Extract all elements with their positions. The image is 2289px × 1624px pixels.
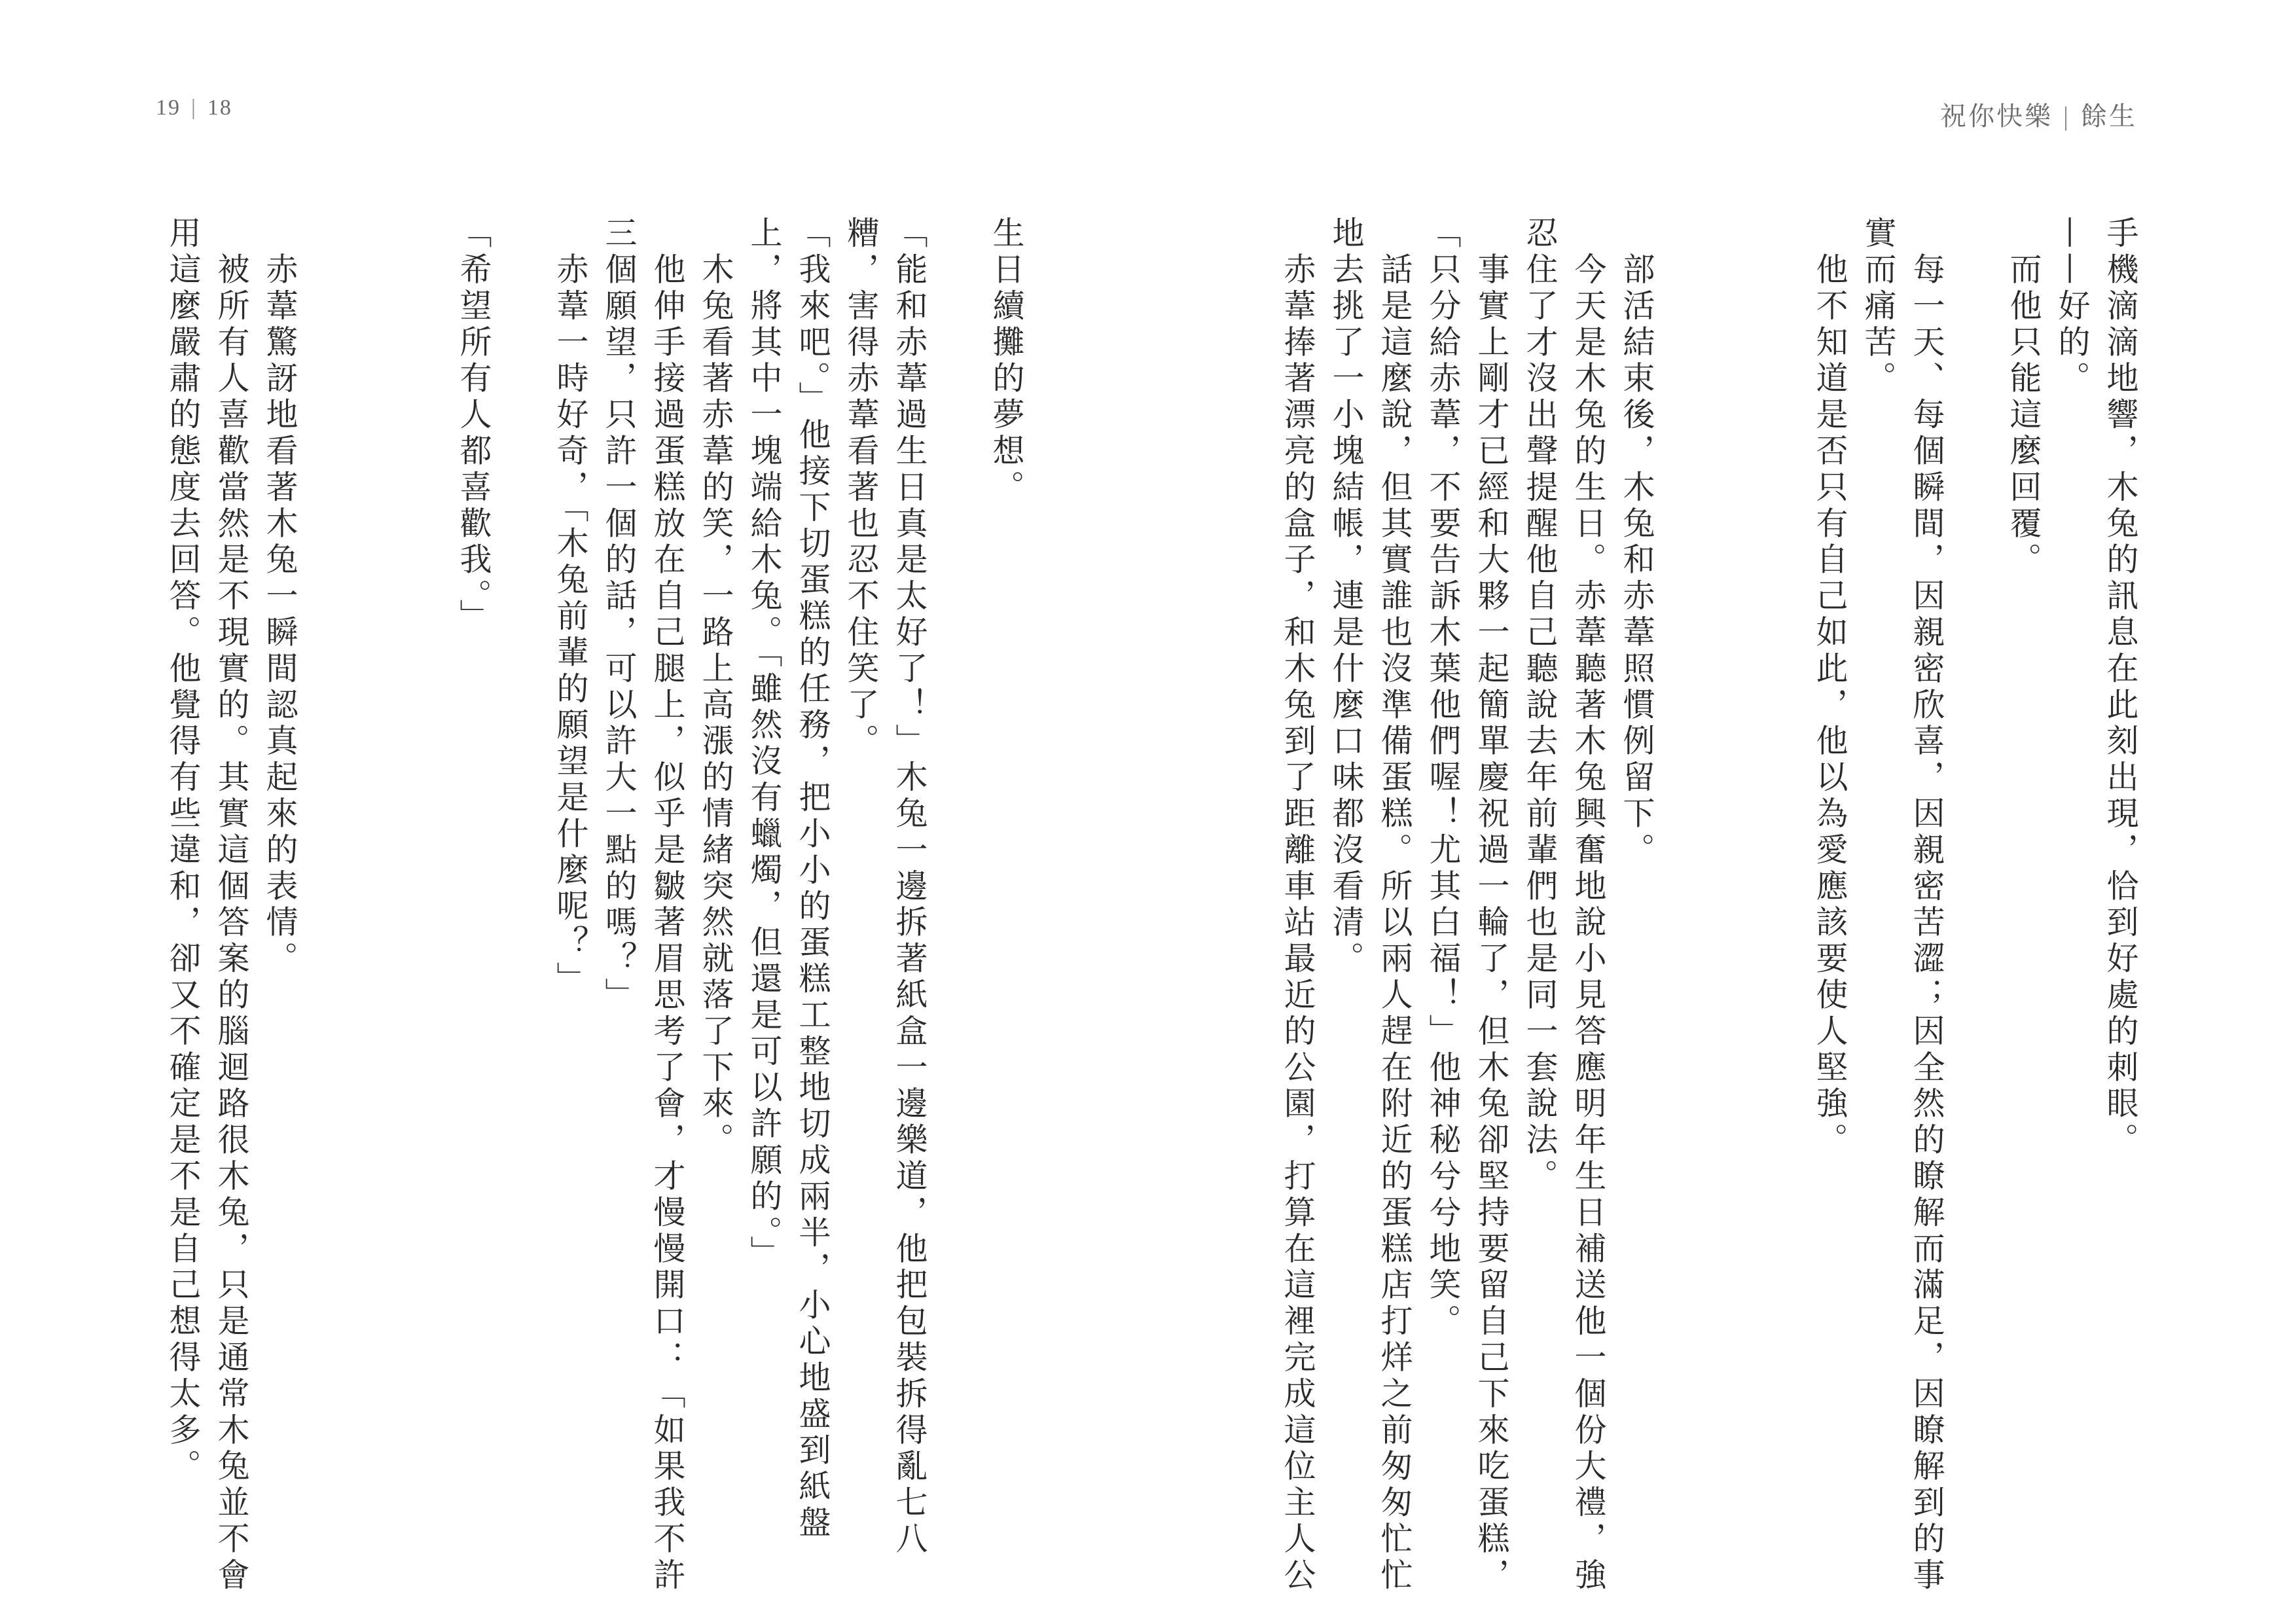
text-column: 被所有人喜歡當然是不現實的。其實這個答案的腦迴路很木兔，只是通常木兔並不會 [213,216,250,1595]
text-column: 他伸手接過蛋糕放在自己腿上，似乎是皺著眉思考了會，才慢慢開口：「如果我不許 [649,216,686,1595]
text-column: 話是這麼說，但其實誰也沒準備蛋糕。所以兩人趕在附近的蛋糕店打烊之前匆匆忙忙 [1376,216,1413,1595]
text-column: 忍住了才沒出聲提醒他自己聽說去年前輩們也是同一套說法。 [1521,216,1559,1195]
text-column: 上，將其中一塊端給木兔。「雖然沒有蠟燭，但還是可以許願的。」 [746,216,783,1272]
text-column: 赤葦驚訝地看著木兔一瞬間認真起來的表情。 [261,216,298,978]
text-column: 木兔看著赤葦的笑，一路上高漲的情緒突然就落了下來。 [697,216,734,1159]
text-column: 而他只能這麼回覆。 [2005,216,2042,579]
text-column: 「希望所有人都喜歡我。」 [455,216,492,636]
text-column: 糟，害得赤葦看著也忍不住笑了。 [842,216,880,760]
book-title: 祝你快樂 [1939,101,2053,131]
page-number-left: 19 [156,96,181,120]
header-separator: | [191,96,197,120]
text-column: ——好的。 [2053,216,2091,397]
vertical-body-text [0,216,2289,1595]
chapter-title: 餘生 [2081,101,2137,131]
text-column: 今天是木兔的生日。赤葦聽著木兔興奮地說小見答應明年生日補送他一個份大禮，強 [1570,216,1607,1595]
text-column: 赤葦捧著漂亮的盒子，和木兔到了距離車站最近的公園，打算在這裡完成這位主人公 [1279,216,1316,1595]
text-column: 「只分給赤葦，不要告訴木葉他們喔！尤其白福！」他神秘兮兮地笑。 [1424,216,1462,1341]
page-number-header [156,96,232,120]
text-column: 赤葦一時好奇，「木兔前輩的願望是什麼呢？」 [552,216,589,998]
header-title-separator: | [2063,101,2070,131]
text-column: 三個願望，只許一個的話，可以許大一點的嗎？」 [600,216,638,1014]
text-column: 「我來吧。」他接下切蛋糕的任務，把小小的蛋糕工整地切成兩半，小心地盛到紙盤 [794,216,831,1542]
page-number-right: 18 [207,96,232,120]
text-column: 事實上剛才已經和大夥一起簡單慶祝過一輪了，但木兔卻堅持要留自己下來吃蛋糕， [1473,216,1510,1595]
text-column: 他不知道是否只有自己如此，他以為愛應該要使人堅強。 [1811,216,1848,1159]
text-column: 地去挑了一小塊結帳，連是什麼口味都沒看清。 [1327,216,1365,978]
text-column: 「能和赤葦過生日真是太好了！」木兔一邊拆著紙盒一邊樂道，他把包裝拆得亂七八 [891,216,928,1558]
text-column: 生日續攤的夢想。 [988,216,1025,507]
running-title-header [1940,96,2137,133]
text-column: 實而痛苦。 [1860,216,1897,397]
text-column: 每一天、每個瞬間，因親密欣喜，因親密苦澀；因全然的瞭解而滿足，因瞭解到的事 [1908,216,1945,1595]
text-column: 手機滴滴地響，木兔的訊息在此刻出現，恰到好處的刺眼。 [2102,216,2139,1159]
text-column: 部活結束後，木兔和赤葦照慣例留下。 [1618,216,1655,869]
text-column: 用這麼嚴肅的態度去回答。他覺得有些違和，卻又不確定是不是自己想得太多。 [164,216,202,1485]
